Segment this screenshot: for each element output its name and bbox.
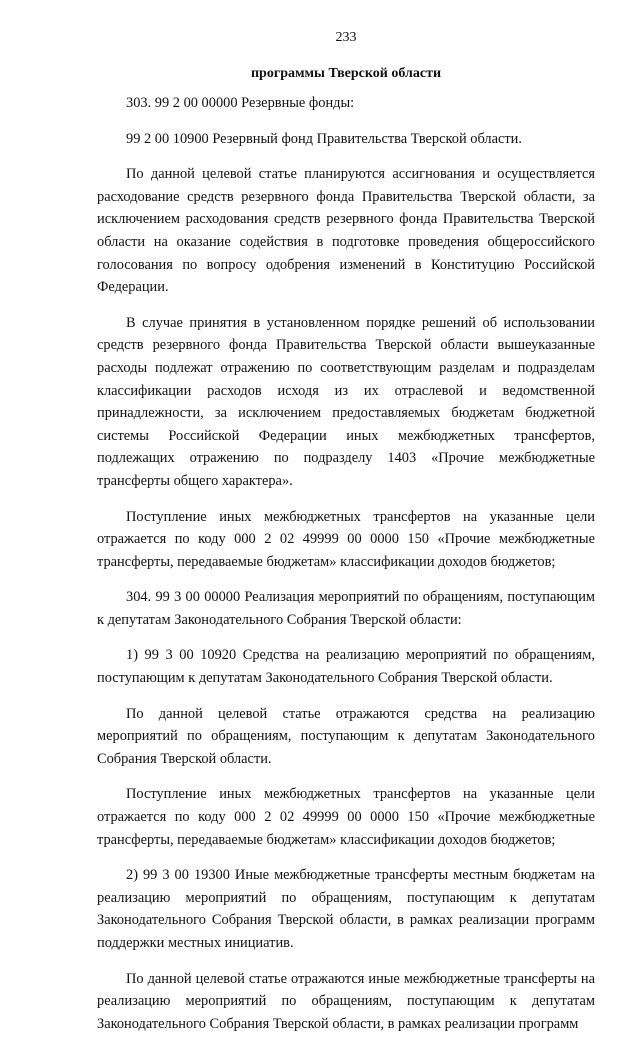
paragraph-item-1-description: По данной целевой статье отражаются средства на реализацию мероприятий по обращениям, поступающим к депутатам Законодательного Собрания Тверской области. — [97, 705, 595, 767]
paragraph-reserve-fund: 99 2 00 10900 Резервный фонд Правительства Тверской области. — [126, 130, 522, 147]
paragraph-transfers-receipt-1: Поступление иных межбюджетных трансфертов на указанные цели отражается по коду 000 2 02 49999 00 0000 150 «Прочие межбюджетные трансферты, передаваемые бюджетам» классификации доходов бюджетов; — [97, 508, 595, 570]
paragraph-reserve-allocation: По данной целевой статье планируются ассигнования и осуществляется расходование средств резервного фонда Правительства Тверской области, за исключением расходования средств резервного фонда Правительства Тверской области на оказание содействия в подготовке проведения общероссийского голосования по вопросу одобрения изменений в Конституцию Российской Федерации. — [97, 166, 595, 296]
paragraph-304: 304. 99 3 00 00000 Реализация мероприятий по обращениям, поступающим к депутатам Законодательного Собрания Тверской области: — [97, 589, 595, 628]
paragraph-item-2-description: По данной целевой статье отражаются иные межбюджетные трансферты на реализацию мероприятий по обращениям, поступающим к депутатам Законодательного Собрания Тверской области, в рамках реализации программ — [97, 970, 595, 1032]
paragraph-reserve-decisions: В случае принятия в установленном порядке решений об использовании средств резервного фонда Правительства Тверской области вышеуказанные расходы подлежат отражению по соответствующим разделам и подразделам классификации расходов исходя из их отраслевой и ведомственной принадлежности, за исключением предоставляемых бюджетам бюджетной системы Российской Федерации иных межбюджетных трансфертов, подлежащих отражению по подразделу 1403 «Прочие межбюджетные трансферты общего характера». — [97, 314, 595, 489]
paragraph-item-2: 2) 99 3 00 19300 Иные межбюджетные трансферты местным бюджетам на реализацию мероприятий по обращениям, поступающим к депутатам Законодательного Собрания Тверской области, в рамках реализации программ поддержки местных инициатив. — [97, 867, 595, 951]
paragraph-item-1: 1) 99 3 00 10920 Средства на реализацию мероприятий по обращениям, поступающим к депутатам Законодательного Собрания Тверской области. — [97, 647, 595, 687]
paragraph-transfers-receipt-2: Поступление иных межбюджетных трансфертов на указанные цели отражается по коду 000 2 02 49999 00 0000 150 «Прочие межбюджетные трансферты, передаваемые бюджетам» классификации доходов бюджетов; — [97, 786, 595, 848]
page-number: 233 — [335, 30, 357, 45]
paragraph-303: 303. 99 2 00 00000 Резервные фонды: — [126, 95, 355, 111]
section-heading: программы Тверской области — [250, 66, 442, 81]
